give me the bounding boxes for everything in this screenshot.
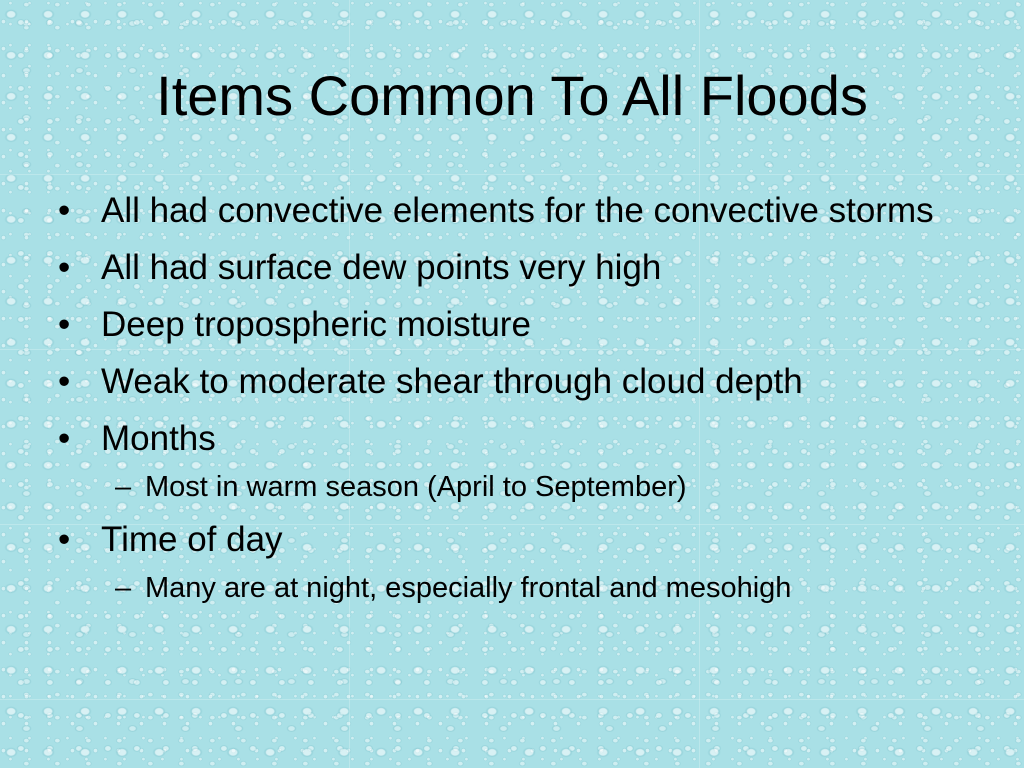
texture-seam (0, 174, 1024, 175)
sub-bullet-item (56, 468, 956, 506)
bullet-text: All had convective elements for the convective storms (101, 191, 934, 230)
bullet-item (56, 517, 956, 563)
bullet-icon: • (58, 305, 71, 344)
bullet-item (56, 359, 956, 405)
slide-title: Items Common To All Floods (156, 64, 868, 127)
bullet-item (56, 416, 956, 462)
texture-seam (0, 699, 1024, 700)
bullet-text: All had surface dew points very high (101, 248, 662, 287)
bullet-text: Months (101, 419, 216, 458)
sub-bullet-text: Most in warm season (April to September) (145, 471, 687, 503)
bullet-icon: • (58, 191, 71, 230)
bullet-icon: • (58, 520, 71, 559)
bullet-icon: • (58, 362, 71, 401)
bullet-item (56, 245, 956, 291)
bullet-item (56, 188, 956, 234)
bullet-icon: • (58, 419, 71, 458)
bullet-text: Weak to moderate shear through cloud depth (101, 362, 803, 401)
bullet-list (56, 188, 956, 618)
dash-icon: – (115, 572, 132, 604)
dash-icon: – (115, 471, 132, 503)
bullet-text: Time of day (101, 520, 283, 559)
sub-bullet-text: Many are at night, especially frontal and mesohigh (145, 572, 792, 604)
bullet-text: Deep tropospheric moisture (101, 305, 531, 344)
bullet-item (56, 302, 956, 348)
bullet-icon: • (58, 248, 71, 287)
sub-bullet-item (56, 569, 956, 607)
